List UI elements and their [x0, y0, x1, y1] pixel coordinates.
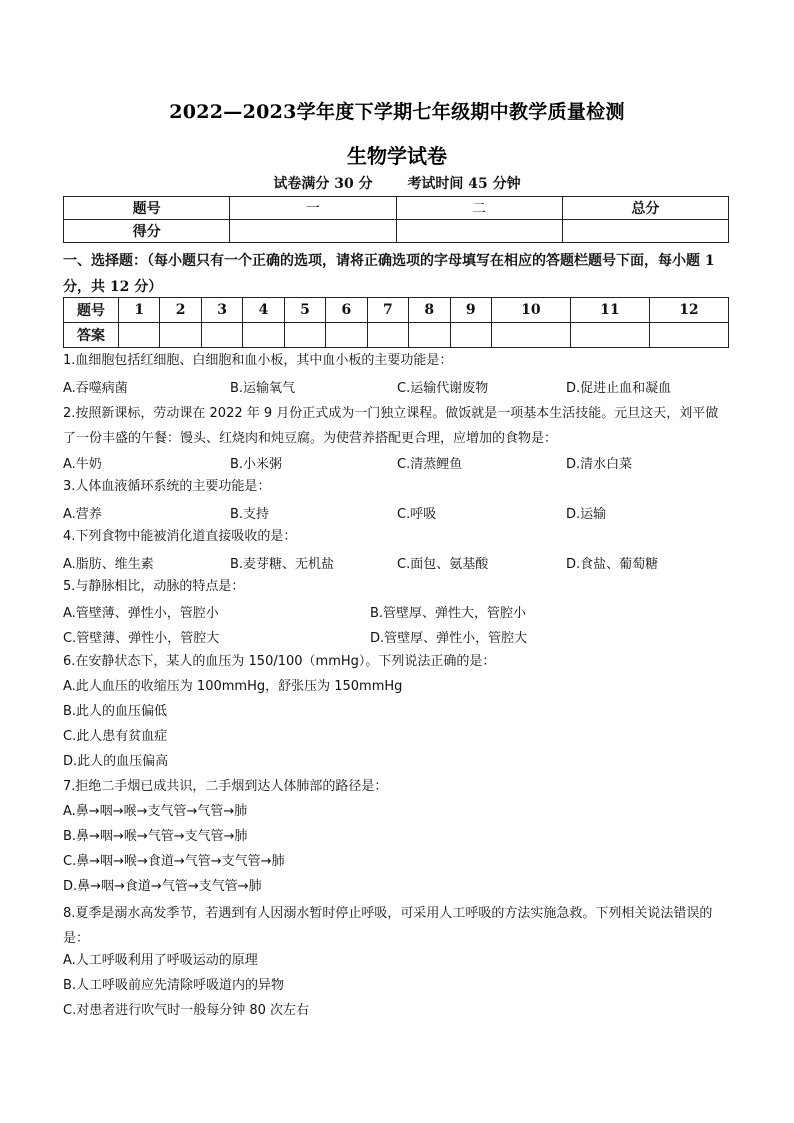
answer-cell[interactable] [243, 323, 284, 348]
full-score: 试卷满分 30 分 [273, 176, 373, 192]
question-8-stem: 8.夏季是溺水高发季节，若遇到有人因溺水暂时停止呼吸，可采用人工呼吸的方法实施急救。下列相关说法错误的是： [63, 906, 713, 946]
option-b: B.麦芽糖、无机盐 [230, 557, 335, 572]
option-d: D.运输 [566, 507, 607, 522]
option-a: A.管壁薄、弹性小，管腔小 [63, 606, 219, 621]
answer-cell[interactable] [367, 323, 408, 348]
option-c: C.管壁薄、弹性小，管腔大 [63, 631, 220, 646]
question-7-stem: 7.拒绝二手烟已成共识，二手烟到达人体肺部的路径是： [63, 779, 388, 794]
option-c: C.清蒸鲤鱼 [397, 457, 463, 472]
option-c: C.对患者进行吹气时一般每分钟 80 次左右 [63, 1003, 310, 1018]
answer-number: 11 [570, 298, 649, 323]
section-heading: 一、选择题：（每小题只有一个正确的选项，请将正确选项的字母填写在相应的答题栏题号下面，每小题 1 分，共 12 分） [63, 253, 715, 295]
answer-cell[interactable] [160, 323, 201, 348]
question-2-options [63, 453, 731, 473]
option-d: D.管壁厚、弹性小，管腔大 [370, 631, 528, 646]
option-a: A.吞噬病菌 [63, 381, 128, 396]
option-d: D.清水白菜 [566, 457, 633, 472]
answer-number: 6 [326, 298, 367, 323]
answer-number: 12 [649, 298, 728, 323]
score-cell[interactable] [396, 220, 562, 243]
answer-row [64, 323, 729, 348]
option-a: A.此人血压的收缩压为 100mmHg，舒张压为 150mmHg [63, 679, 403, 694]
option-b: B.支持 [230, 507, 270, 522]
option-a: A.营养 [63, 507, 102, 522]
option-c: C.此人患有贫血症 [63, 729, 168, 744]
option-b: B.管壁厚、弹性大，管腔小 [370, 606, 527, 621]
answer-number: 7 [367, 298, 408, 323]
score-cell[interactable] [230, 220, 396, 243]
option-d: D.食盐、葡萄糖 [566, 557, 659, 572]
answer-number: 9 [450, 298, 491, 323]
answer-cell[interactable] [326, 323, 367, 348]
question-4-stem: 4.下列食物中能被消化道直接吸收的是： [63, 529, 297, 544]
option-c: C.面包、氨基酸 [397, 557, 489, 572]
question-3-options [63, 503, 731, 523]
answer-cell[interactable] [450, 323, 491, 348]
score-header-cell: 一 [230, 197, 396, 220]
answer-number: 4 [243, 298, 284, 323]
option-a: A.牛奶 [63, 457, 102, 472]
score-table-header-row [64, 197, 729, 220]
question-1-options [63, 377, 731, 397]
score-header-cell: 总分 [562, 197, 728, 220]
option-b: B.此人的血压偏低 [63, 704, 168, 719]
answer-number: 1 [119, 298, 160, 323]
option-a: A.鼻→咽→喉→支气管→气管→肺 [63, 804, 248, 819]
score-table-row [64, 220, 729, 243]
option-c: C.运输代谢废物 [397, 381, 489, 396]
option-b: B.小米粥 [230, 457, 283, 472]
option-d: D.鼻→咽→食道→气管→支气管→肺 [63, 879, 262, 894]
question-1-stem: 1.血细胞包括红细胞、白细胞和血小板，其中血小板的主要功能是： [63, 353, 453, 368]
question-3-stem: 3.人体血液循环系统的主要功能是： [63, 479, 271, 494]
answer-number: 3 [201, 298, 242, 323]
option-d: D.促进止血和凝血 [566, 381, 672, 396]
answer-cell[interactable] [284, 323, 325, 348]
option-d: D.此人的血压偏高 [63, 754, 169, 769]
answer-number: 8 [409, 298, 450, 323]
exam-meta [0, 173, 794, 193]
option-b: B.鼻→咽→喉→气管→支气管→肺 [63, 829, 248, 844]
question-5-options-row1 [63, 602, 731, 622]
option-c: C.鼻→咽→喉→食道→气管→支气管→肺 [63, 854, 285, 869]
answer-number: 2 [160, 298, 201, 323]
score-table [63, 196, 729, 243]
question-2-stem: 2.按照新课标，劳动课在 2022 年 9 月份正式成为一门独立课程。做饭就是一项基本生活技能。元旦这天，刘平做了一份丰盛的午餐：馒头、红烧肉和炖豆腐。为使营养搭配更合理，应增加的食物是： [63, 406, 719, 446]
option-b: B.人工呼吸前应先清除呼吸道内的异物 [63, 978, 285, 993]
answer-number-row [64, 298, 729, 323]
exam-title: 2022—2023学年度下学期七年级期中教学质量检测 [169, 101, 625, 123]
option-b: B.运输氧气 [230, 381, 296, 396]
answer-cell[interactable] [409, 323, 450, 348]
answer-cell[interactable] [201, 323, 242, 348]
answer-number: 5 [284, 298, 325, 323]
answer-table [63, 297, 729, 348]
question-6-stem: 6.在安静状态下，某人的血压为 150/100（mmHg）。下列说法正确的是： [63, 654, 496, 669]
score-row-label: 得分 [64, 220, 230, 243]
score-cell[interactable] [562, 220, 728, 243]
answer-row-label: 题号 [64, 298, 119, 323]
question-4-options [63, 553, 731, 573]
answer-row-label: 答案 [64, 323, 119, 348]
question-5-options-row2 [63, 627, 731, 647]
option-a: A.脂肪、维生素 [63, 557, 154, 572]
option-a: A.人工呼吸利用了呼吸运动的原理 [63, 953, 258, 968]
score-header-cell: 二 [396, 197, 562, 220]
question-5-stem: 5.与静脉相比，动脉的特点是： [63, 579, 245, 594]
answer-cell[interactable] [491, 323, 570, 348]
answer-cell[interactable] [570, 323, 649, 348]
option-c: C.呼吸 [397, 507, 437, 522]
answer-cell[interactable] [649, 323, 728, 348]
exam-time: 考试时间 45 分钟 [407, 176, 521, 192]
answer-number: 10 [491, 298, 570, 323]
answer-cell[interactable] [119, 323, 160, 348]
exam-subtitle: 生物学试卷 [347, 144, 447, 168]
score-header-cell: 题号 [64, 197, 230, 220]
